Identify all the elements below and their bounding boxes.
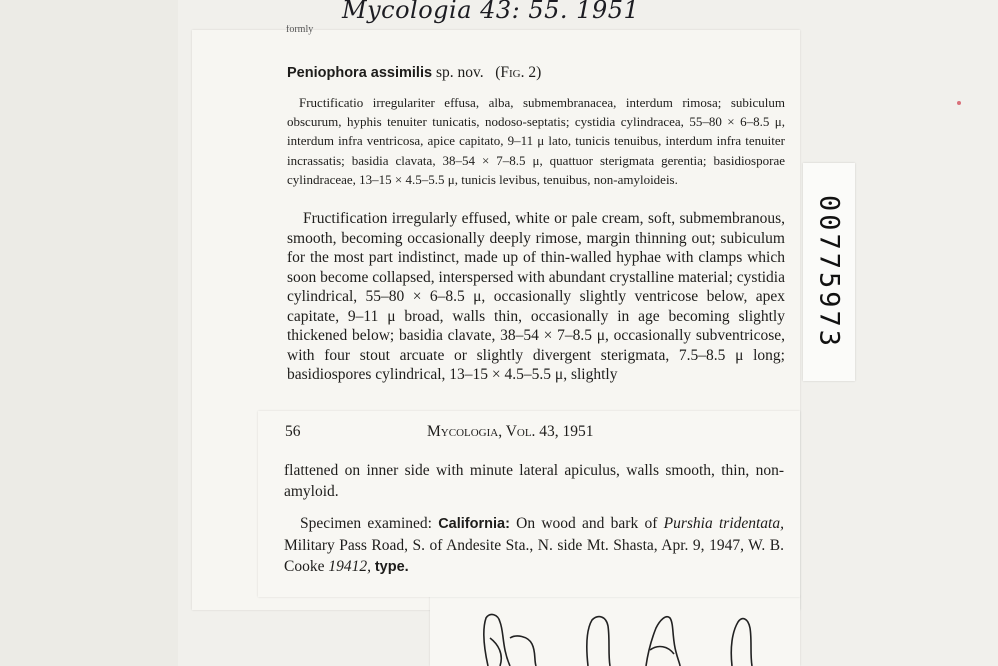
collection-number: 19412, bbox=[328, 558, 371, 575]
english-description: Fructification irregularly effused, white or pale cream, soft, submembranous, smooth, becoming occasionally deeply rimose, margin thinning out; subiculum for the most part indistinct, made up of thin-walled hyphae with clamps which soon become collapsed, interspersed with abundant crystalline material; cystidia cylindrical, 55–80 × 6–8.5 μ, occasionally slightly ventricose below, apex capitate, 9–11 μ broad, walls thin, occasionally in age becoming slightly thickened below; basidia clavate, 38–54 × 7–8.5 μ, occasionally subventricose, with four stout arcuate or slightly divergent sterigmata, 7.5–8.5 μ long; basidiospores cylindrical, 13–15 × 4.5–5.5 μ, slightly bbox=[287, 210, 785, 383]
host-name: Purshia tridentata, bbox=[663, 515, 784, 532]
specimen-lead: Specimen examined: bbox=[300, 515, 432, 532]
drawing-cystidium-1 bbox=[484, 615, 510, 666]
specimen-text-2: Military Pass Road, S. of Andesite Sta., N. side Mt. Shasta, Apr. 9, 1947, W. B. Cooke bbox=[284, 537, 784, 575]
species-heading bbox=[287, 64, 541, 82]
specimen-text-1: On wood and bark of bbox=[509, 515, 664, 532]
drawing-basidium-2 bbox=[646, 617, 680, 666]
type-label: type. bbox=[374, 559, 409, 575]
drawing-hypha bbox=[490, 638, 501, 666]
latin-description: Fructificatio irregulariter effusa, alba, submembranacea, interdum rimosa; subiculum obscurum, hyphis tenuiter tunicatis, nodoso-septatis; cystidia cylindracea, 55–80 × 6–8.5 μ, interdum infra ventricosa, apice capitato, 9–11 μ lato, tunicis tenuibus, interdum infra tenuiter incrassatis; basidia clavata, 38–54 × 7–8.5 μ, quattuor sterigmata gerentia; basidiosporae cylindraceae, 13–15 × 4.5–5.5 μ, tunicis levibus, tenuibus, non-amyloideis. bbox=[287, 95, 785, 187]
page-number: 56 bbox=[285, 423, 301, 440]
species-name: Peniophora assimilis bbox=[287, 65, 433, 81]
drawing-cystidium-3 bbox=[731, 619, 752, 666]
journal-running-head: Mycologia, Vol. 43, 1951 bbox=[427, 423, 594, 440]
barcode-label bbox=[803, 163, 855, 381]
species-status: sp. nov. bbox=[435, 64, 484, 81]
figure-reference: (Fig. 2) bbox=[495, 64, 542, 81]
drawing-basidium-1 bbox=[587, 617, 610, 666]
specimen-examined bbox=[284, 513, 784, 578]
red-mark bbox=[957, 101, 961, 105]
drawing-cystidium-2 bbox=[510, 636, 536, 666]
handwritten-reference: Mycologia 43: 55. 1951 bbox=[342, 0, 640, 24]
clipped-text: formly bbox=[286, 25, 314, 35]
drawing-basidium-2-detail bbox=[650, 647, 674, 654]
specimen-drawing bbox=[470, 608, 770, 666]
description-continuation: flattened on inner side with minute lateral apiculus, walls smooth, thin, non-amyloid. bbox=[284, 462, 784, 500]
barcode-number: 00775973 bbox=[813, 194, 845, 350]
specimen-locality: California: bbox=[438, 516, 510, 532]
page-header bbox=[285, 423, 785, 445]
